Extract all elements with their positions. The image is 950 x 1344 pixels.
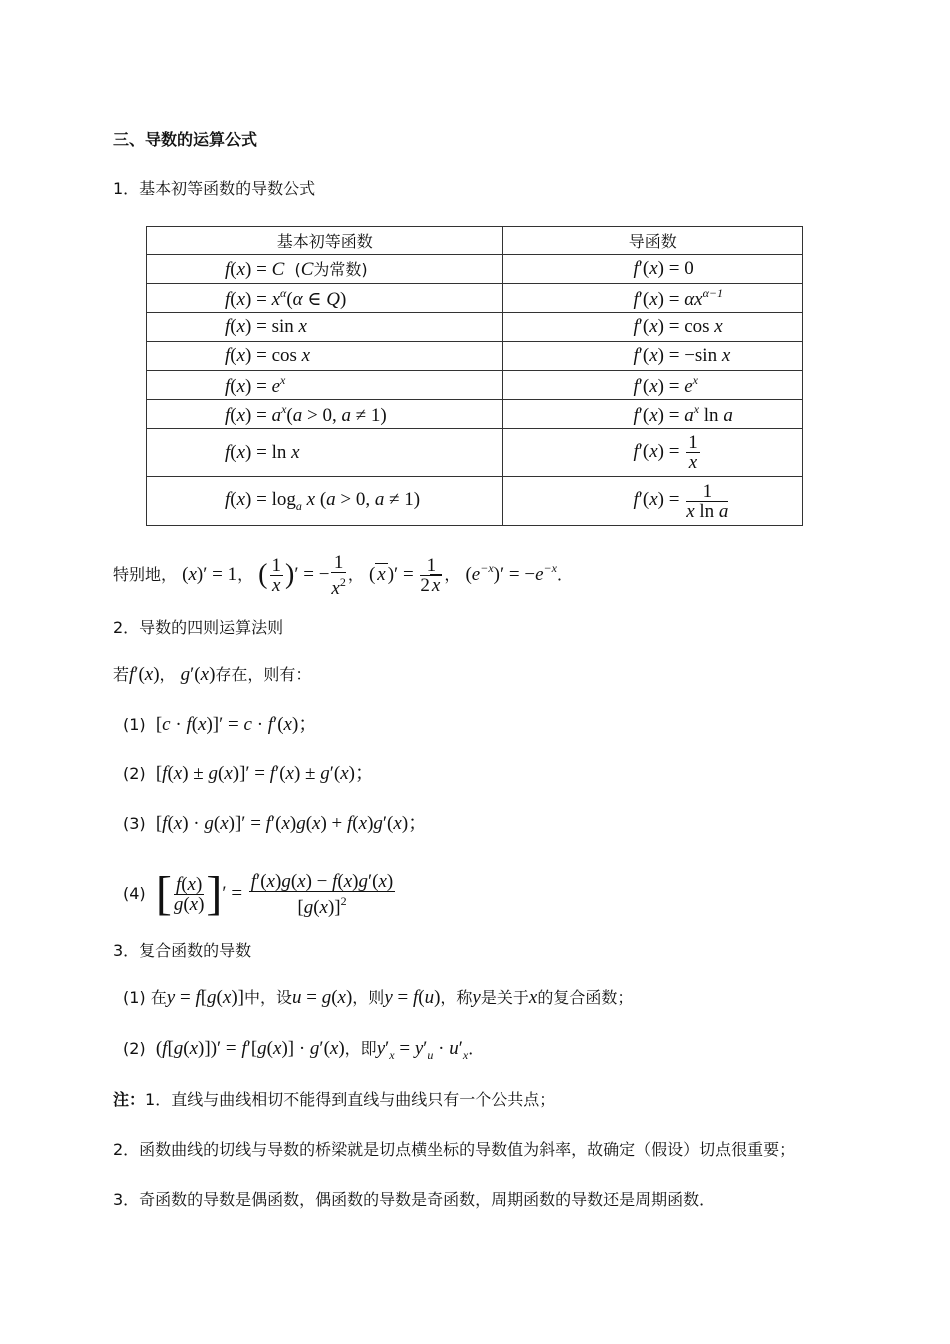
table-row	[147, 371, 803, 400]
note-label: 注：	[113, 1090, 146, 1109]
table-cell-function: $f(x) = a^x(a > 0$, a ≠ 1)	[147, 400, 503, 429]
rule-1: (1) [c · f(x)]′ = c · f′(x)；	[123, 714, 318, 735]
note-3: 3．奇函数的导数是偶函数，偶函数的导数是奇函数，周期函数的导数还是周期函数．	[113, 1190, 716, 1209]
part1-heading: 1．基本初等函数的导数公式	[113, 179, 316, 198]
table-cell-function: f(x) = sin x	[147, 313, 503, 342]
table-row	[147, 342, 803, 371]
table-row	[147, 313, 803, 342]
note-1	[113, 1088, 555, 1112]
rule-label: (3)	[123, 814, 146, 833]
rule-label: (2)	[123, 764, 146, 783]
special-label: 特别地，	[113, 564, 178, 584]
text-then: ，则	[352, 988, 385, 1007]
intro-prefix: 若	[113, 665, 130, 684]
table-cell-derivative: f′(x) = cos x	[503, 313, 803, 342]
part2-heading: 2．导数的四则运算法则	[113, 618, 284, 637]
intro-suffix: 存在，则有：	[215, 665, 312, 684]
part2-intro: 若f′(x)， g′(x)存在，则有：	[113, 664, 312, 685]
table-row	[147, 477, 803, 526]
section-title: 三、导数的运算公式	[113, 130, 258, 149]
table-row	[147, 255, 803, 284]
text-end: ．	[468, 1039, 485, 1058]
table-cell-derivative: f′(x) = −sin x	[503, 342, 803, 371]
part3-heading: 3．复合函数的导数	[113, 941, 252, 960]
rule-3: (3) [f(x) · g(x)]′ = f′(x)g(x) + f(x)g′(x)；	[123, 813, 428, 834]
table-cell-function: f(x) = cos x	[147, 342, 503, 371]
rule-4: (4) [ $\frac{f(x)}{g(x)}$ ]′ = $\frac{f'(x)g(x) - f(x)g'(x)}{[g(x)]^2}$	[123, 866, 394, 920]
table-cell-function: f(x) = ln x	[147, 429, 503, 477]
table-row	[147, 284, 803, 313]
derivative-table	[146, 226, 803, 526]
item-label: (2)	[123, 1039, 146, 1058]
text-in: 在	[150, 988, 167, 1007]
special-cases: 特别地， (x)′ = 1， ( $\frac{1}{x}$ )′ = − $\frac{1}{x^2}$ ， ( x )′ = $\frac{1}{2 x}$ ， $(e^{-x})' = -e^{-x}$．	[113, 552, 573, 599]
rule-label: (1)	[123, 715, 146, 734]
table-cell-derivative: f′(x) = $\frac{1}{\text{x ln a}}$	[503, 477, 803, 526]
text-ie: ，即	[344, 1039, 377, 1058]
table-header-function: 基本初等函数	[147, 227, 503, 255]
table-cell-derivative: $f'(x) = e^x$	[503, 371, 803, 400]
table-cell-derivative: $f'(x) = a^x$ ln a	[503, 400, 803, 429]
note-2: 2．函数曲线的切线与导数的桥梁就是切点横坐标的导数值为斜率，故确定（假设）切点很重要；	[113, 1140, 796, 1159]
table-header-derivative: 导函数	[503, 227, 803, 255]
table-header-row	[147, 227, 803, 255]
text-end: 的复合函数；	[537, 988, 634, 1007]
table-cell-function: $f(x) = e^x$	[147, 371, 503, 400]
table-cell-function: $f(x) = x^\alpha(\alpha$ ∈ Q)	[147, 284, 503, 313]
composite-item-2: (2) (f[g(x)])′ = f′[g(x)] · g′(x)，即$y'_x = y'_u \cdot u'_x$．	[123, 1038, 485, 1062]
text-mid: 中，设	[243, 988, 292, 1007]
table-cell-derivative: f′(x) = $\frac{1}{x}$	[503, 429, 803, 477]
note-text: 1．直线与曲线相切不能得到直线与曲线只有一个公共点；	[145, 1090, 556, 1109]
table-cell-function: $f(x) = \log_a x$ (a > 0, a ≠ 1)	[147, 477, 503, 526]
rule-label: (4)	[123, 883, 146, 903]
item-label: (1)	[123, 988, 146, 1007]
table-cell-function: f(x) = C (C为常数)	[147, 255, 503, 284]
composite-item-1: (1) 在y = f[g(x)]中，设u = g(x)，则y = f(u)，称y是关于x的复合函数；	[123, 987, 634, 1008]
table-row	[147, 429, 803, 477]
table-cell-derivative: f′(x) = 0	[503, 255, 803, 284]
text-called: ，称	[440, 988, 473, 1007]
table-row	[147, 400, 803, 429]
text-is: 是关于	[480, 988, 529, 1007]
table-cell-derivative: $f'(x) = \alpha x^{\alpha-1}$	[503, 284, 803, 313]
rule-2: (2) [f(x) ± g(x)]′ = f′(x) ± g′(x)；	[123, 763, 374, 784]
